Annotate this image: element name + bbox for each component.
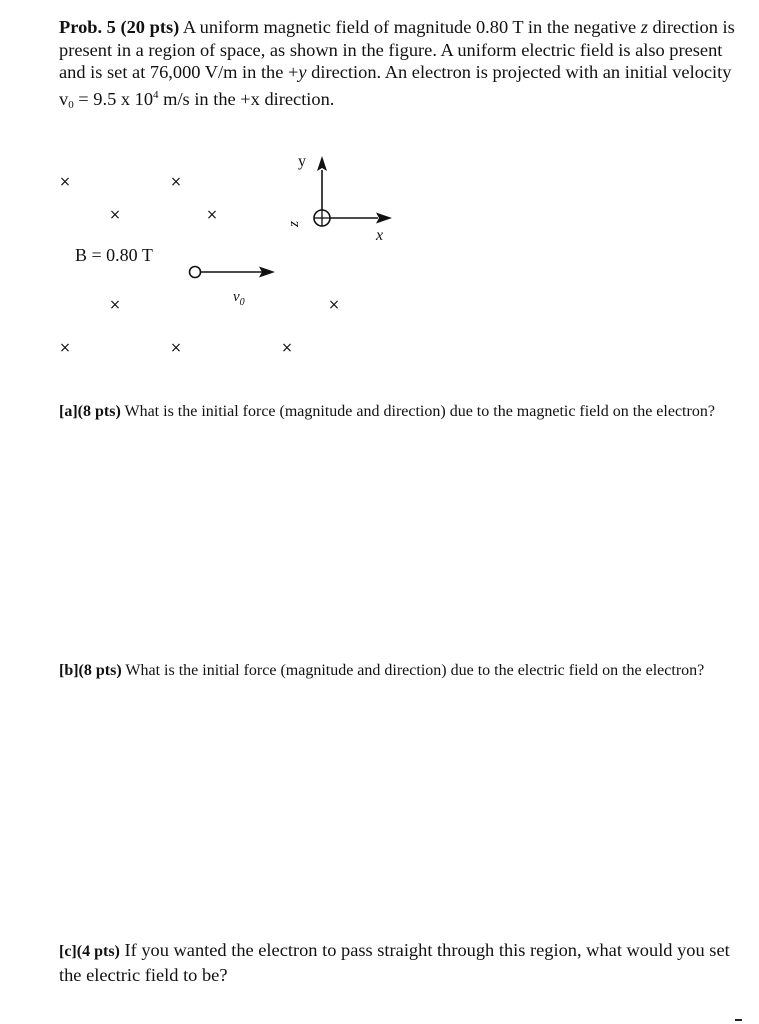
z-axis-label: z <box>286 221 302 227</box>
question-c <box>59 939 749 988</box>
field-cross-8: × <box>170 340 182 356</box>
problem-text-3: direction. An electron is projected with an initial velocity v <box>59 62 732 109</box>
question-a-tag: [a](8 pts) <box>59 403 121 420</box>
velocity-label: $v_0$ <box>233 289 245 308</box>
field-cross-1: × <box>59 174 71 190</box>
x-axis-label: x <box>376 227 384 244</box>
question-b-tag: [b](8 pts) <box>59 662 122 679</box>
problem-z: z <box>640 17 648 37</box>
field-cross-4: × <box>206 207 218 223</box>
field-cross-2: × <box>170 174 182 190</box>
x-axis-arrowhead <box>376 213 392 224</box>
page-corner-mark <box>735 1019 742 1021</box>
problem-text-1: A uniform magnetic field of magnitude 0.80 T in the negative <box>179 17 641 37</box>
field-cross-7: × <box>59 340 71 356</box>
problem-text-5: m/s in the +x direction. <box>158 88 335 109</box>
problem-v-subscript: 0 <box>68 98 74 111</box>
problem-text-4: = 9.5 x 10 <box>73 88 154 109</box>
field-cross-6: × <box>328 297 340 313</box>
question-a-text: What is the initial force (magnitude and direction) due to the magnetic field on the electron? <box>120 403 715 420</box>
problem-text-2: direction is present in a region of space, as shown in the figure. A uniform electric field is also present and is set at 76,000 V/m in the + <box>59 17 735 83</box>
question-c-text: If you wanted the electron to pass straight through this region, what would you set the electric field to be? <box>59 940 730 985</box>
question-a <box>59 401 749 424</box>
magnetic-field-figure <box>0 130 759 370</box>
coordinate-axes <box>286 153 392 244</box>
b-field-label: B = 0.80 T <box>75 245 153 265</box>
question-b <box>59 660 749 683</box>
y-axis-arrowhead <box>317 156 327 171</box>
electron-circle <box>190 267 201 278</box>
question-b-text: What is the initial force (magnitude and direction) due to the electric field on the electron? <box>121 662 705 679</box>
field-cross-3: × <box>109 207 121 223</box>
problem-heading: Prob. 5 (20 pts) <box>59 17 180 37</box>
field-cross-5: × <box>109 297 121 313</box>
electron <box>190 267 276 278</box>
problem-statement <box>59 16 749 116</box>
y-axis-label: y <box>298 153 306 170</box>
problem-exponent: 4 <box>153 88 159 101</box>
field-cross-9: × <box>281 340 293 356</box>
question-c-tag: [c](4 pts) <box>59 943 120 960</box>
problem-y: y <box>298 62 307 83</box>
